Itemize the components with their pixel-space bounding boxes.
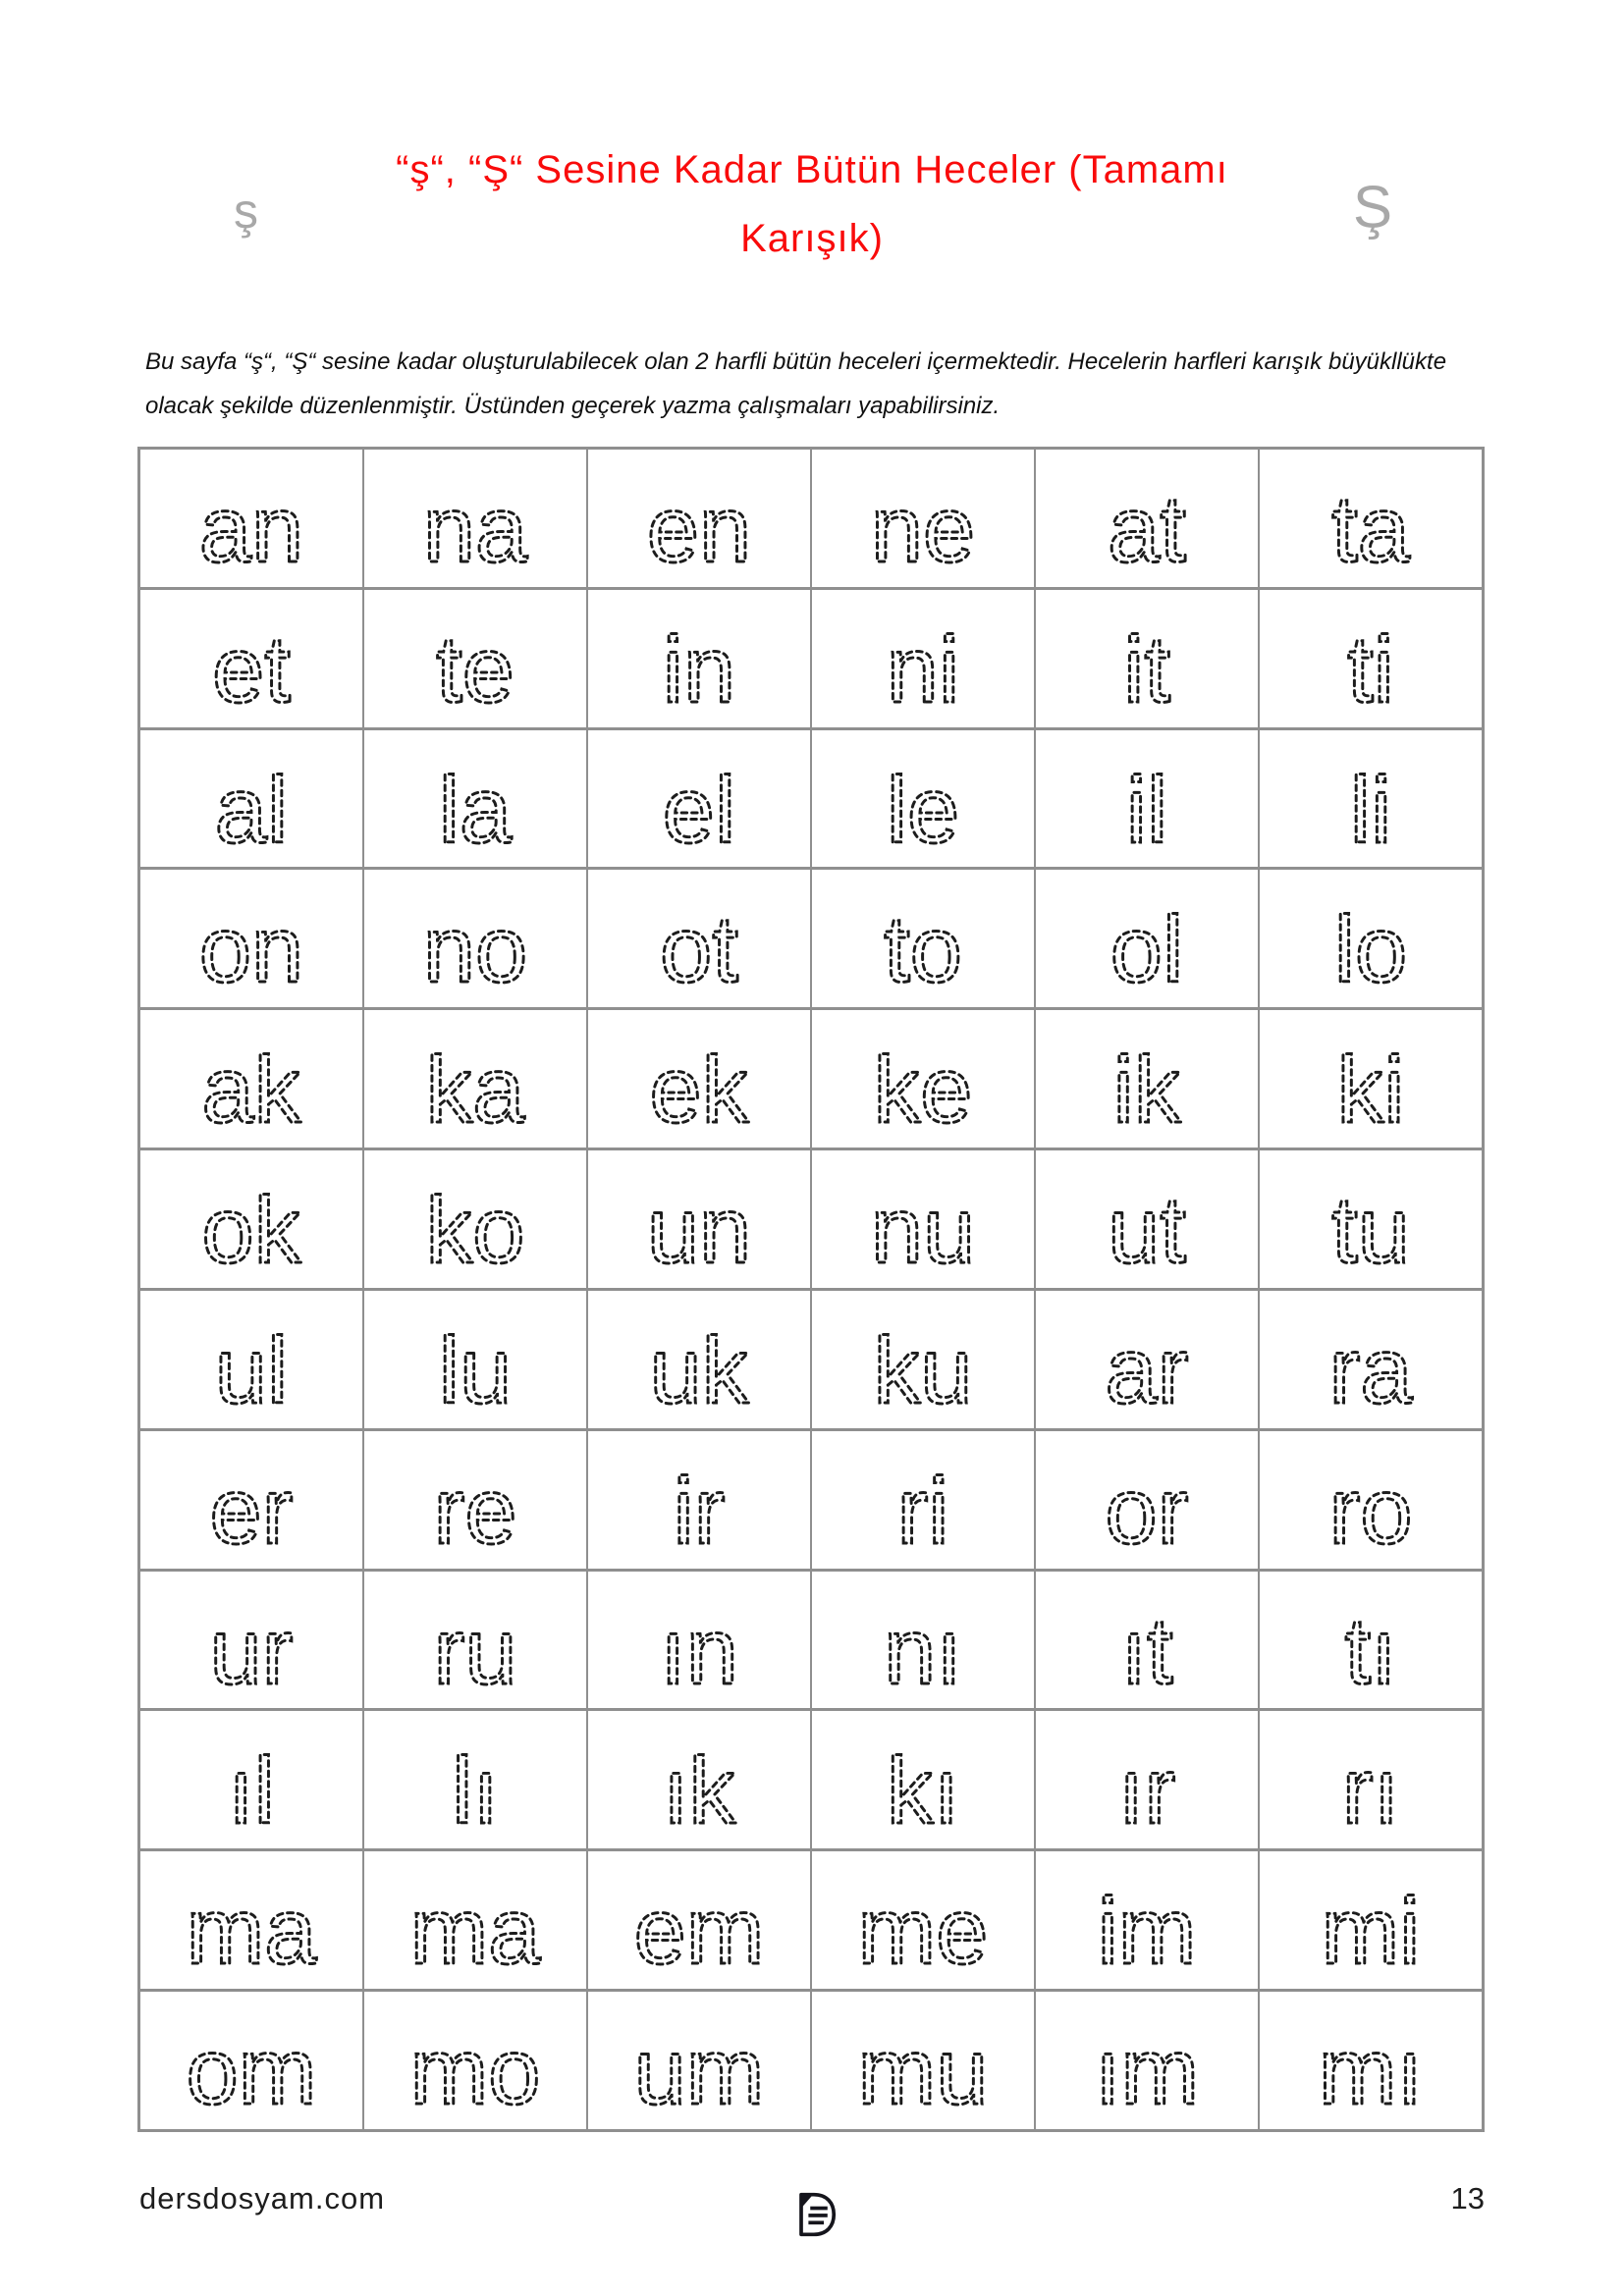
trace-cell [1036, 1150, 1258, 1288]
trace-syllable: ne [870, 476, 976, 582]
trace-syllable: mo [409, 2018, 541, 2125]
trace-syllable: ra [1328, 1317, 1413, 1423]
trace-syllable: ma [409, 1879, 541, 1985]
trace-syllable: ık [662, 1738, 736, 1844]
trace-syllable: im [1097, 1879, 1197, 1985]
trace-syllable: om [186, 2018, 317, 2125]
trace-syllable-svg [1260, 1851, 1482, 1989]
trace-cell [1260, 1291, 1482, 1428]
trace-syllable: an [198, 476, 304, 582]
trace-syllable: ki [1336, 1038, 1405, 1144]
trace-cell [364, 1010, 586, 1148]
trace-syllable-svg [1036, 1010, 1258, 1148]
trace-syllable-svg [1036, 450, 1258, 587]
trace-cell [588, 590, 810, 727]
trace-cell [140, 1010, 362, 1148]
trace-cell [588, 1431, 810, 1569]
trace-syllable: in [662, 616, 736, 722]
trace-syllable: ko [425, 1177, 525, 1284]
trace-syllable-svg [1036, 590, 1258, 727]
trace-syllable-svg [588, 870, 810, 1007]
trace-syllable: ot [660, 897, 738, 1003]
trace-syllable-svg [812, 590, 1034, 727]
trace-syllable: tı [1344, 1598, 1397, 1704]
trace-syllable: il [1125, 757, 1168, 863]
trace-syllable: um [633, 2018, 765, 2125]
trace-syllable: ım [1094, 2018, 1200, 2125]
trace-cell [364, 1851, 586, 1989]
trace-cell [364, 1711, 586, 1848]
trace-syllable: mı [1318, 2018, 1424, 2125]
trace-cell [1260, 730, 1482, 868]
trace-syllable-svg [1036, 1992, 1258, 2129]
trace-cell [812, 1992, 1034, 2129]
trace-cell [364, 590, 586, 727]
trace-syllable: me [857, 1879, 989, 1985]
trace-syllable-svg [588, 1291, 810, 1428]
trace-syllable-svg [140, 1851, 362, 1989]
trace-syllable-svg [812, 1150, 1034, 1288]
trace-syllable-svg [1036, 1291, 1258, 1428]
trace-syllable-svg [140, 1010, 362, 1148]
trace-syllable: le [886, 757, 960, 863]
trace-cell [140, 1291, 362, 1428]
trace-cell [364, 1992, 586, 2129]
trace-syllable: ın [660, 1598, 738, 1704]
trace-syllable: na [422, 476, 528, 582]
trace-syllable-svg [1036, 1711, 1258, 1848]
trace-cell [1260, 450, 1482, 587]
trace-syllable-svg [140, 1992, 362, 2129]
trace-cell [1036, 590, 1258, 727]
trace-cell [140, 1711, 362, 1848]
trace-cell [1260, 1150, 1482, 1288]
trace-syllable: en [646, 476, 752, 582]
watermark-letter-left: ş [234, 184, 258, 239]
trace-cell [812, 870, 1034, 1007]
trace-syllable-svg [1036, 1150, 1258, 1288]
trace-syllable-svg [364, 1711, 586, 1848]
trace-syllable-svg [140, 450, 362, 587]
trace-syllable-svg [1036, 1572, 1258, 1709]
trace-syllable: ak [201, 1038, 301, 1144]
trace-cell [1036, 1992, 1258, 2129]
trace-cell [140, 870, 362, 1007]
trace-syllable-svg [364, 1010, 586, 1148]
trace-syllable-svg [588, 1572, 810, 1709]
trace-syllable-svg [364, 1291, 586, 1428]
trace-syllable: la [438, 757, 513, 863]
trace-syllable: ku [873, 1317, 973, 1423]
trace-cell [1260, 870, 1482, 1007]
trace-syllable-svg [364, 1150, 586, 1288]
trace-syllable: te [436, 616, 514, 722]
trace-syllable-svg [364, 590, 586, 727]
trace-syllable-svg [1260, 870, 1482, 1007]
trace-cell [588, 1291, 810, 1428]
trace-syllable-svg [588, 1711, 810, 1848]
trace-cell [588, 1851, 810, 1989]
trace-syllable: et [212, 616, 291, 722]
trace-cell [1260, 1431, 1482, 1569]
trace-cell [812, 730, 1034, 868]
trace-syllable: lı [452, 1738, 499, 1844]
trace-cell [364, 450, 586, 587]
watermark-letter-right: Ş [1353, 174, 1393, 240]
trace-syllable: or [1105, 1458, 1189, 1564]
trace-syllable: tu [1331, 1177, 1410, 1284]
trace-cell [812, 1010, 1034, 1148]
trace-syllable-svg [812, 1010, 1034, 1148]
trace-cell [588, 1572, 810, 1709]
trace-syllable-svg [1260, 1711, 1482, 1848]
trace-syllable: ek [649, 1038, 749, 1144]
trace-cell [812, 1851, 1034, 1989]
trace-syllable: nu [870, 1177, 976, 1284]
trace-cell [588, 1150, 810, 1288]
trace-cell [1036, 870, 1258, 1007]
trace-cell [1036, 1291, 1258, 1428]
trace-syllable-svg [140, 1572, 362, 1709]
trace-cell [1260, 1010, 1482, 1148]
trace-cell [812, 1291, 1034, 1428]
trace-syllable: lo [1333, 897, 1408, 1003]
trace-syllable: ur [209, 1598, 294, 1704]
trace-syllable: re [433, 1458, 517, 1564]
trace-syllable: ut [1108, 1177, 1186, 1284]
trace-syllable-svg [812, 1572, 1034, 1709]
trace-cell [588, 450, 810, 587]
page-title-line2: Karışık) [740, 217, 884, 260]
trace-syllable: el [662, 757, 736, 863]
trace-cell [1036, 730, 1258, 868]
trace-syllable-svg [140, 1431, 362, 1569]
trace-syllable: ir [673, 1458, 726, 1564]
trace-syllable-svg [1260, 1572, 1482, 1709]
trace-cell [1260, 1572, 1482, 1709]
trace-syllable: ri [896, 1458, 949, 1564]
trace-syllable-svg [588, 450, 810, 587]
trace-syllable-svg [1260, 590, 1482, 727]
trace-syllable: ul [214, 1317, 289, 1423]
trace-cell [364, 1291, 586, 1428]
trace-syllable: er [209, 1458, 294, 1564]
trace-cell [140, 450, 362, 587]
trace-cell [1260, 1851, 1482, 1989]
trace-syllable-svg [812, 1291, 1034, 1428]
trace-cell [1036, 1572, 1258, 1709]
trace-cell [1036, 1851, 1258, 1989]
trace-cell [1036, 1010, 1258, 1148]
footer-site-text: dersdosyam.com [139, 2181, 386, 2216]
trace-syllable-svg [1036, 730, 1258, 868]
trace-syllable: rı [1341, 1738, 1400, 1844]
trace-syllable: un [646, 1177, 752, 1284]
trace-cell [1260, 590, 1482, 727]
trace-cell [140, 1992, 362, 2129]
trace-syllable-svg [812, 1711, 1034, 1848]
trace-syllable-svg [140, 1291, 362, 1428]
trace-syllable-svg [588, 1150, 810, 1288]
trace-syllable: ır [1117, 1738, 1176, 1844]
trace-syllable-svg [588, 730, 810, 868]
trace-syllable-svg [364, 870, 586, 1007]
trace-syllable-svg [588, 1010, 810, 1148]
trace-cell [364, 1572, 586, 1709]
trace-syllable: ar [1105, 1317, 1189, 1423]
trace-cell [588, 730, 810, 868]
trace-cell [1260, 1711, 1482, 1848]
trace-syllable-svg [812, 730, 1034, 868]
trace-syllable: to [884, 897, 962, 1003]
trace-cell [812, 1572, 1034, 1709]
trace-cell [140, 730, 362, 868]
trace-syllable-svg [812, 870, 1034, 1007]
trace-syllable-svg [140, 870, 362, 1007]
trace-cell [140, 1572, 362, 1709]
trace-cell [140, 1150, 362, 1288]
trace-syllable-svg [812, 1431, 1034, 1569]
trace-syllable-svg [1036, 870, 1258, 1007]
trace-cell [812, 1150, 1034, 1288]
trace-syllable: ok [201, 1177, 301, 1284]
trace-syllable-svg [1036, 1851, 1258, 1989]
trace-cell [1036, 1711, 1258, 1848]
trace-syllable-svg [140, 590, 362, 727]
trace-syllable: ik [1112, 1038, 1181, 1144]
trace-syllable: lu [438, 1317, 513, 1423]
trace-syllable-svg [364, 1851, 586, 1989]
trace-syllable: kı [886, 1738, 960, 1844]
page-number: 13 [1450, 2181, 1485, 2216]
description-text: Bu sayfa “ş“, “Ş“ sesine kadar oluşturulabilecek olan 2 harfli bütün heceleri içermektedir. Hecelerin harfleri karışık büyükllükte olacak şekilde düzenlenmiştir. Üstünden geçerek yazma çalışmaları yapabilirsiniz. [145, 348, 1447, 419]
trace-syllable-svg [140, 1150, 362, 1288]
trace-cell [812, 1711, 1034, 1848]
trace-syllable: at [1108, 476, 1186, 582]
trace-syllable-svg [588, 1992, 810, 2129]
trace-cell [140, 1431, 362, 1569]
trace-syllable-svg [588, 1431, 810, 1569]
trace-syllable: nı [884, 1598, 962, 1704]
trace-syllable-svg [1260, 1431, 1482, 1569]
trace-cell [588, 1711, 810, 1848]
trace-syllable-svg [140, 730, 362, 868]
trace-syllable: ro [1328, 1458, 1413, 1564]
trace-syllable: ru [433, 1598, 517, 1704]
trace-cell [1036, 1431, 1258, 1569]
document-icon [789, 2191, 837, 2238]
trace-syllable-svg [364, 1431, 586, 1569]
trace-syllable: ke [873, 1038, 973, 1144]
trace-syllable: ma [186, 1879, 317, 1985]
trace-syllable-svg [1260, 1150, 1482, 1288]
trace-syllable-svg [1260, 1291, 1482, 1428]
trace-syllable: mu [857, 2018, 989, 2125]
trace-syllable-svg [364, 730, 586, 868]
trace-syllable-svg [812, 450, 1034, 587]
trace-syllable-svg [1260, 1992, 1482, 2129]
trace-cell [812, 1431, 1034, 1569]
trace-syllable-svg [812, 1992, 1034, 2129]
trace-cell [140, 1851, 362, 1989]
trace-syllable: ıl [228, 1738, 275, 1844]
trace-syllable: em [633, 1879, 765, 1985]
trace-cell [588, 1992, 810, 2129]
trace-cell [1260, 1992, 1482, 2129]
trace-syllable: uk [649, 1317, 749, 1423]
trace-syllable: al [214, 757, 289, 863]
trace-syllable-svg [364, 1992, 586, 2129]
trace-syllable: ta [1331, 476, 1410, 582]
trace-syllable: ni [886, 616, 960, 722]
trace-syllable-svg [588, 1851, 810, 1989]
page-title-line1: “ş“, “Ş“ Sesine Kadar Bütün Heceler (Tamamı [396, 148, 1228, 191]
trace-syllable: no [422, 897, 528, 1003]
trace-cell [364, 1150, 586, 1288]
trace-syllable-svg [364, 450, 586, 587]
trace-syllable-svg [812, 1851, 1034, 1989]
trace-syllable-svg [364, 1572, 586, 1709]
trace-cell [364, 730, 586, 868]
trace-syllable: ka [425, 1038, 525, 1144]
trace-syllable: ıt [1120, 1598, 1173, 1704]
trace-syllable-svg [1260, 1010, 1482, 1148]
trace-syllable: ti [1347, 616, 1394, 722]
trace-grid [137, 447, 1485, 2132]
trace-cell [588, 1010, 810, 1148]
trace-syllable: ol [1110, 897, 1184, 1003]
trace-syllable-svg [588, 590, 810, 727]
trace-syllable: it [1123, 616, 1170, 722]
trace-syllable: mi [1321, 1879, 1421, 1985]
trace-cell [1036, 450, 1258, 587]
trace-cell [140, 590, 362, 727]
trace-syllable-svg [1260, 450, 1482, 587]
trace-cell [364, 870, 586, 1007]
trace-cell [588, 870, 810, 1007]
trace-cell [812, 590, 1034, 727]
trace-syllable: li [1349, 757, 1392, 863]
trace-syllable-svg [1260, 730, 1482, 868]
trace-syllable: on [198, 897, 304, 1003]
trace-cell [812, 450, 1034, 587]
trace-syllable-svg [1036, 1431, 1258, 1569]
trace-syllable-svg [140, 1711, 362, 1848]
trace-cell [364, 1431, 586, 1569]
